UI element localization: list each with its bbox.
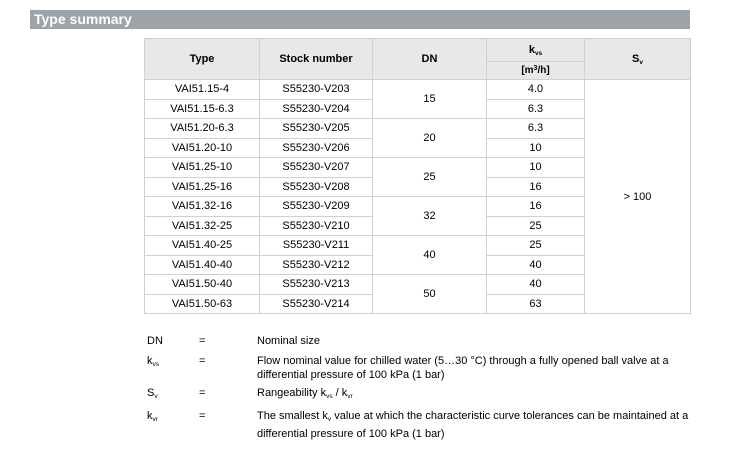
type-summary-table: [144, 38, 691, 314]
type-cell: VAI51.25-10: [145, 158, 260, 178]
legend-equals: =: [199, 387, 206, 399]
table-row: [145, 80, 691, 100]
legend-desc-kvr: The smallest $k_v$ value at which the characteristic curve tolerances can be maintained at a differential pressure of 100 kPa (1 bar): [257, 410, 689, 440]
header-kvs: $k_{vs}$: [487, 39, 585, 62]
dn-cell: 15: [373, 80, 487, 119]
kvs-cell: 10: [487, 138, 585, 158]
stock-number-cell: S55230-V203: [260, 80, 373, 100]
legend-term-kvr: $k_{vr}$: [147, 410, 158, 423]
stock-number-cell: S55230-V212: [260, 255, 373, 275]
legend-desc-sv: Rangeability $k_{vs} / k_{vr}$: [257, 387, 353, 400]
kvs-cell: 40: [487, 255, 585, 275]
kvs-cell: 40: [487, 275, 585, 295]
kvs-cell: 6.3: [487, 99, 585, 119]
header-sv: $S_v$: [585, 39, 691, 80]
legend: [147, 334, 707, 441]
stock-number-cell: S55230-V209: [260, 197, 373, 217]
kvs-cell: 16: [487, 197, 585, 217]
kvs-cell: 63: [487, 294, 585, 314]
type-cell: VAI51.32-16: [145, 197, 260, 217]
dn-cell: 50: [373, 275, 487, 314]
kvs-cell: 25: [487, 236, 585, 256]
header-kvs-unit: $[m^3/h]$: [487, 62, 585, 80]
stock-number-cell: S55230-V213: [260, 275, 373, 295]
legend-row-kvs: [147, 354, 707, 382]
legend-desc-kvs: Flow nominal value for chilled water (5…30 °C) through a fully opened ball valve at a differential pressure of 100 kPa (1 bar): [257, 355, 669, 381]
legend-row-sv: [147, 386, 707, 404]
dn-cell: 25: [373, 158, 487, 197]
legend-equals: =: [199, 335, 206, 347]
stock-number-cell: S55230-V204: [260, 99, 373, 119]
legend-desc-dn: Nominal size: [257, 335, 320, 347]
legend-term-sv: $S_v$: [147, 387, 158, 400]
type-cell: VAI51.50-63: [145, 294, 260, 314]
type-cell: VAI51.50-40: [145, 275, 260, 295]
stock-number-cell: S55230-V206: [260, 138, 373, 158]
kvs-cell: 16: [487, 177, 585, 197]
legend-term-kvs: $k_{vs}$: [147, 355, 159, 368]
type-cell: VAI51.20-6.3: [145, 119, 260, 139]
type-cell: VAI51.15-4: [145, 80, 260, 100]
sv-cell: > 100: [585, 80, 691, 314]
legend-row-dn: [147, 334, 707, 348]
stock-number-cell: S55230-V205: [260, 119, 373, 139]
section-title: Type summary: [30, 10, 690, 29]
type-cell: VAI51.32-25: [145, 216, 260, 236]
dn-cell: 32: [373, 197, 487, 236]
header-stock-number: Stock number: [260, 39, 373, 80]
stock-number-cell: S55230-V210: [260, 216, 373, 236]
legend-term-dn: DN: [147, 335, 163, 347]
stock-number-cell: S55230-V214: [260, 294, 373, 314]
legend-equals: =: [199, 355, 206, 367]
type-cell: VAI51.25-16: [145, 177, 260, 197]
type-cell: VAI51.15-6.3: [145, 99, 260, 119]
stock-number-cell: S55230-V207: [260, 158, 373, 178]
kvs-cell: 10: [487, 158, 585, 178]
dn-cell: 40: [373, 236, 487, 275]
legend-row-kvr: [147, 409, 707, 441]
header-type: Type: [145, 39, 260, 80]
kvs-cell: 25: [487, 216, 585, 236]
type-cell: VAI51.20-10: [145, 138, 260, 158]
header-dn: DN: [373, 39, 487, 80]
stock-number-cell: S55230-V211: [260, 236, 373, 256]
stock-number-cell: S55230-V208: [260, 177, 373, 197]
kvs-cell: 6.3: [487, 119, 585, 139]
dn-cell: 20: [373, 119, 487, 158]
kvs-cell: 4.0: [487, 80, 585, 100]
legend-equals: =: [199, 410, 206, 422]
type-cell: VAI51.40-25: [145, 236, 260, 256]
type-cell: VAI51.40-40: [145, 255, 260, 275]
